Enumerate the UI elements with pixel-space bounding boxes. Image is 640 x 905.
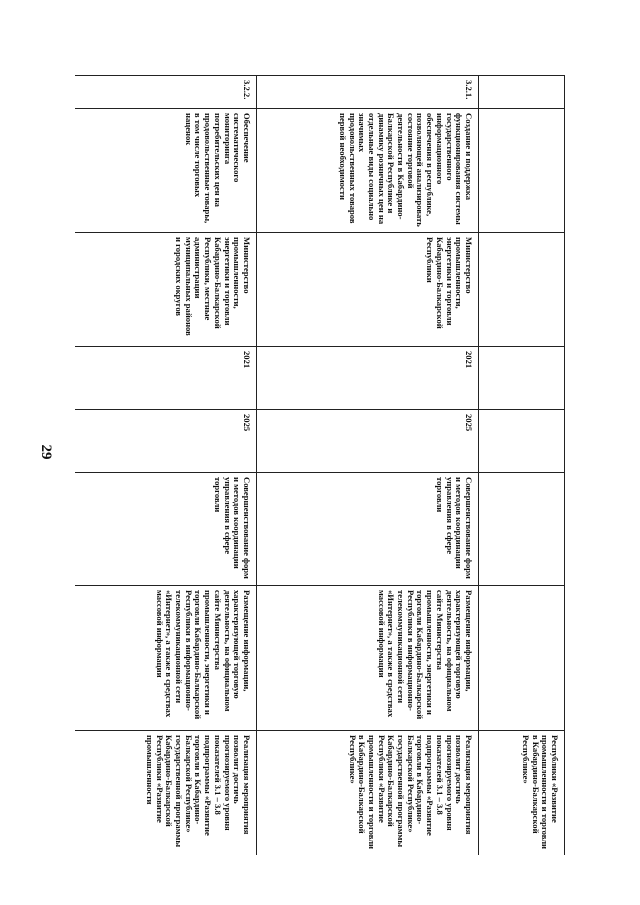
cell-year-start: [479, 347, 565, 410]
cell-indicator: Реализация мероприятия позволит достичь прогнозируемого уровня показателей 3.1 – 3.8 подпрограммы «Развитие торговли в Кабардино-Балкарской Республике» государственной программы Кабардино-Балкарской Республики «Развитие промышленности: [75, 731, 257, 856]
cell-name: Создание и поддержка функционирования системы государственного информационного обеспечения в республике, позволяющей анализировать состояние торговой деятельности в Кабардино-Балкарской Республике и динамику розничных цен на отдельные виды социально значимых продовольственных товаров первой необходимости: [257, 109, 479, 233]
cell-year-end: 2025: [257, 410, 479, 473]
cell-num: 3.2.2.: [75, 76, 257, 109]
table-row-continuation: [479, 76, 565, 856]
cell-year-end: 2025: [75, 410, 257, 473]
cell-num: 3.2.1.: [257, 76, 479, 109]
cell-year-start: 2021: [75, 347, 257, 410]
cell-result: Размещение информации, характеризующей торговую деятельность, на официальном сайте Министерства промышленности, энергетики и торговли Кабардино-Балкарской Республики в информационно-телекоммуникационной сети «Интернет», а также в средствах массовой информации: [257, 586, 479, 731]
cell-indicator: Реализация мероприятия позволит достичь прогнозируемого уровня показателей 3.1 – 3.8 подпрограммы «Развитие торговли в Кабардино-Балкарской Республике» государственной программы Кабардино-Балкарской Республики «Развитие промышленности и торговли в Кабардино-Балкарской Республике»: [257, 731, 479, 856]
cell-year-end: [479, 410, 565, 473]
table-container: [75, 75, 565, 855]
table-row: [75, 76, 257, 856]
cell-indicator: Республики «Развитие промышленности и торговли в Кабардино-Балкарской Республике»: [479, 731, 565, 856]
cell-executor: Министерство промышленности, энергетики и торговли Кабардино-Балкарской Республики: [257, 233, 479, 347]
cell-direction: Совершенствование форм и методов координации управления в сфере торговли: [257, 473, 479, 586]
page-number: 29: [38, 444, 54, 460]
cell-name: [479, 109, 565, 233]
cell-executor: [479, 233, 565, 347]
measures-table: [75, 75, 565, 855]
cell-num: [479, 76, 565, 109]
cell-direction: Совершенствование форм и методов координации управления в сфере торговли: [75, 473, 257, 586]
cell-result: [479, 586, 565, 731]
cell-result: Размещение информации, характеризующей торговую деятельность, на официальном сайте Министерства промышленности, энергетики и торговли Кабардино-Балкарской Республики в информационно-телекоммуникационной сети «Интернет», а также в средствах массовой информации: [75, 586, 257, 731]
cell-direction: [479, 473, 565, 586]
rotated-table: [75, 75, 565, 855]
cell-name: Обеспечение систематического мониторинга потребительских цен на продовольственные товары, в том числе торговых наценок: [75, 109, 257, 233]
cell-year-start: 2021: [257, 347, 479, 410]
cell-executor: Министерство промышленности, энергетики и торговли Кабардино-Балкарской Республики, местные администрации муниципальных районов и городских округов: [75, 233, 257, 347]
table-row: [257, 76, 479, 856]
